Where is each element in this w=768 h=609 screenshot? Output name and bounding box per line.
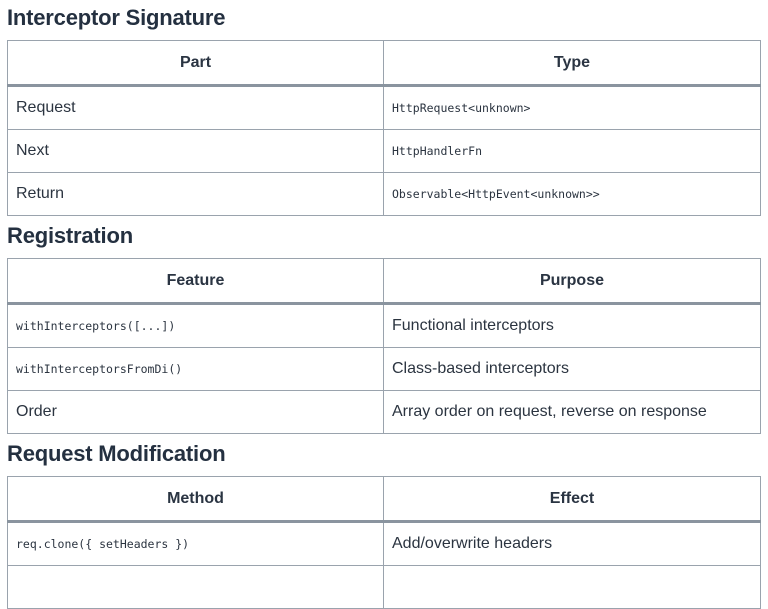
cell-type-code: HttpRequest<unknown> — [384, 86, 761, 130]
table-header-row — [8, 259, 761, 304]
section-heading: Registration — [7, 223, 133, 248]
table-row — [8, 566, 761, 609]
column-header-method: Method — [8, 477, 384, 522]
interceptor-signature-table — [7, 40, 761, 216]
column-header-effect: Effect — [384, 477, 761, 522]
table-header-row — [8, 41, 761, 86]
column-header-part: Part — [8, 41, 384, 86]
cell-feature: Order — [8, 391, 384, 434]
cell-effect — [384, 566, 761, 609]
section-heading: Request Modification — [7, 441, 226, 466]
table-row — [8, 304, 761, 348]
cell-method-code: req.clone({ setHeaders }) — [8, 522, 384, 566]
table-row — [8, 173, 761, 216]
table-header-row — [8, 477, 761, 522]
cell-feature-code: withInterceptorsFromDi() — [8, 348, 384, 391]
column-header-type: Type — [384, 41, 761, 86]
table-row — [8, 391, 761, 434]
section-request-modification — [7, 438, 760, 609]
cell-purpose: Array order on request, reverse on response — [384, 391, 761, 434]
cell-part: Return — [8, 173, 384, 216]
cell-part: Request — [8, 86, 384, 130]
cell-type-code: Observable<HttpEvent<unknown>> — [384, 173, 761, 216]
cell-purpose: Class-based interceptors — [384, 348, 761, 391]
cell-feature-code: withInterceptors([...]) — [8, 304, 384, 348]
cell-purpose: Functional interceptors — [384, 304, 761, 348]
cell-type-code: HttpHandlerFn — [384, 130, 761, 173]
table-row — [8, 522, 761, 566]
section-interceptor-signature — [7, 2, 760, 216]
table-row — [8, 86, 761, 130]
table-row — [8, 348, 761, 391]
table-row — [8, 130, 761, 173]
cell-effect: Add/overwrite headers — [384, 522, 761, 566]
request-modification-table — [7, 476, 761, 609]
column-header-feature: Feature — [8, 259, 384, 304]
section-heading: Interceptor Signature — [7, 5, 226, 30]
cell-method-code — [8, 566, 384, 609]
section-registration — [7, 220, 760, 434]
cell-part: Next — [8, 130, 384, 173]
column-header-purpose: Purpose — [384, 259, 761, 304]
registration-table — [7, 258, 761, 434]
